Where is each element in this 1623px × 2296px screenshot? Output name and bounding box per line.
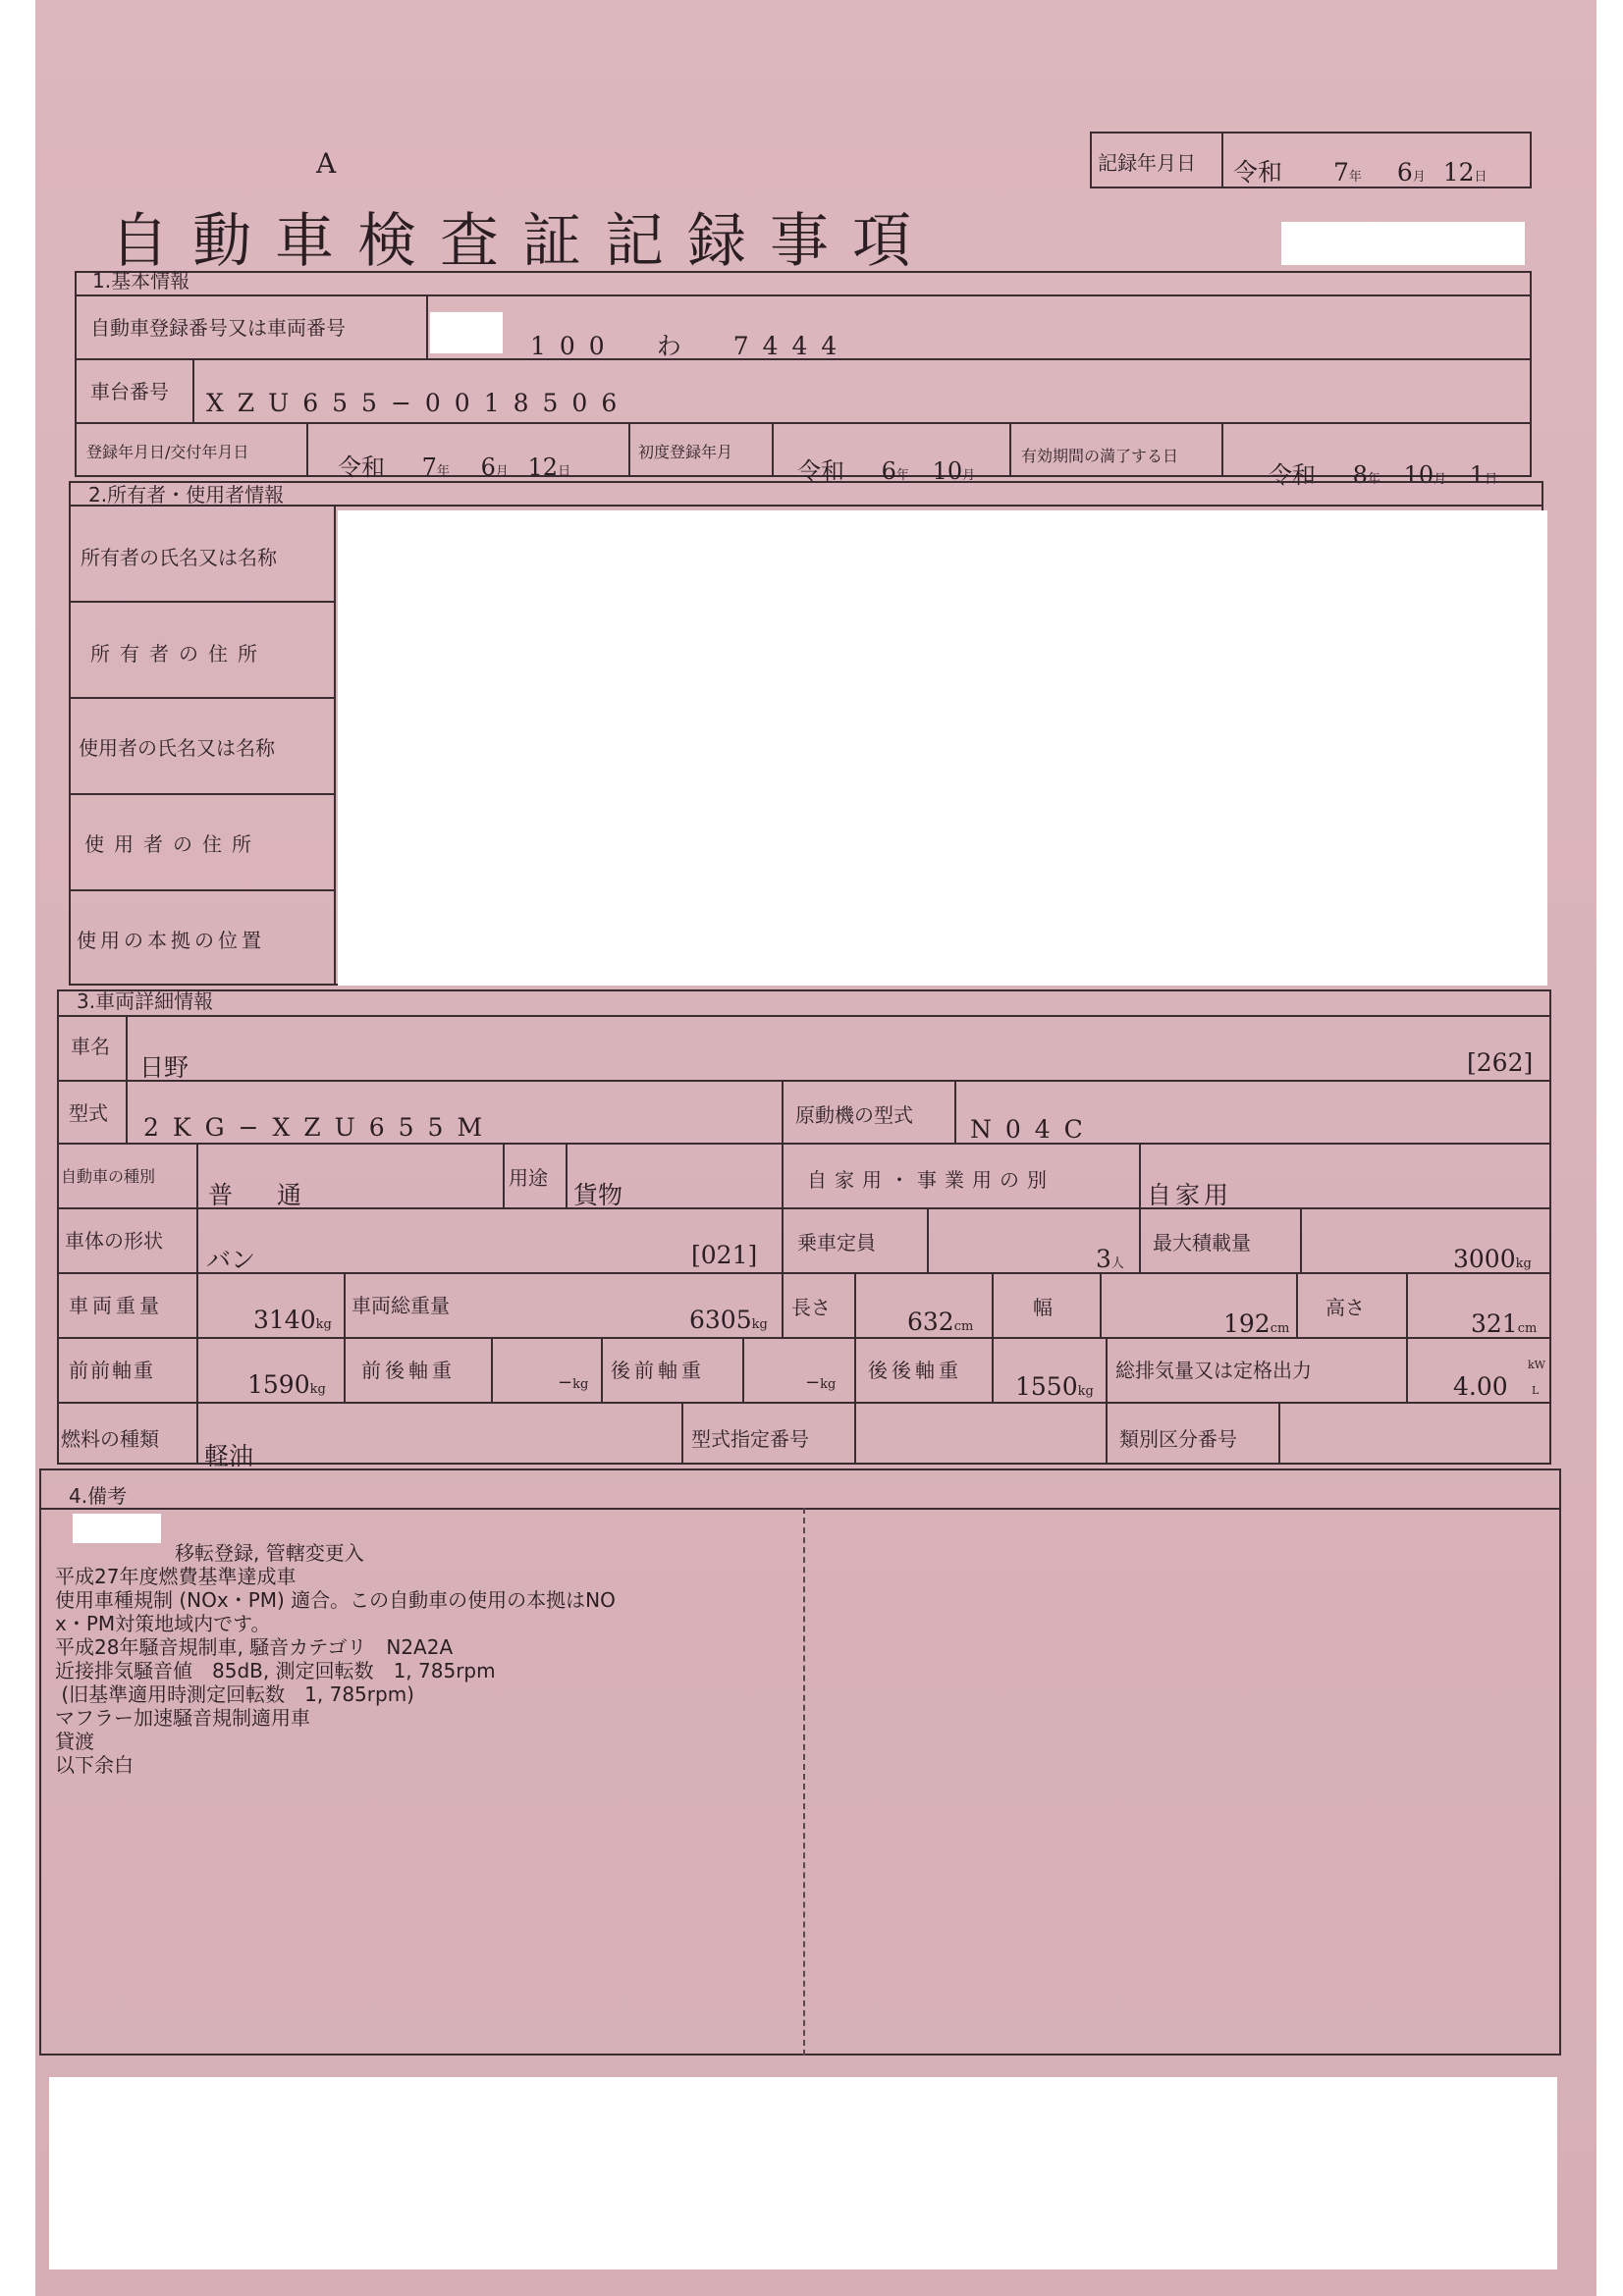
displacement-unit-l: L bbox=[1532, 1384, 1540, 1397]
reg-no: 100 わ 7444 bbox=[530, 332, 851, 360]
vehicle-name-code: [262] bbox=[1467, 1048, 1534, 1077]
user-address-label: 使用者の住所 bbox=[84, 832, 261, 856]
remark-line: 貸渡 bbox=[55, 1730, 94, 1753]
first-reg-date: 令和 6年 10月 bbox=[797, 457, 976, 485]
expiry-label: 有効期間の満了する日 bbox=[1021, 447, 1179, 465]
remarks-text bbox=[55, 1518, 616, 1800]
rr-axle-label: 後後軸重 bbox=[868, 1359, 962, 1382]
gross-weight: 6305kg bbox=[689, 1306, 768, 1334]
engine-label: 原動機の型式 bbox=[795, 1103, 913, 1127]
kind-label: 自動車の種別 bbox=[61, 1167, 156, 1186]
issue-date: 令和 7年 6月 12日 bbox=[338, 454, 571, 481]
user-name-label: 使用者の氏名又は名称 bbox=[79, 736, 275, 760]
remark-line: 使用車種規制 (NOx・PM) 適合。この自動車の使用の本拠はNO bbox=[55, 1588, 616, 1612]
model: 2KG−XZU655M bbox=[143, 1113, 497, 1142]
redaction-top-right bbox=[1281, 222, 1525, 265]
remark-line: x・PM対策地域内です。 bbox=[55, 1612, 271, 1635]
page-title: 自動車検査証記録事項 bbox=[110, 207, 935, 276]
displacement-label: 総排気量又は定格出力 bbox=[1115, 1359, 1312, 1382]
rf-axle: −kg bbox=[805, 1372, 837, 1393]
rr-axle: 1550kg bbox=[1015, 1372, 1094, 1401]
max-load: 3000kg bbox=[1453, 1245, 1532, 1273]
section-basic-title: 1.基本情報 bbox=[92, 269, 190, 293]
remark-line: 以下余白 bbox=[55, 1753, 134, 1777]
remark-line: 平成27年度燃費基準達成車 bbox=[55, 1565, 297, 1588]
basic-info-section bbox=[75, 271, 1532, 477]
length-label: 長さ bbox=[791, 1296, 831, 1319]
record-date: 令和 7年 6月 12日 bbox=[1233, 158, 1488, 187]
issue-date-label: 登録年月日/交付年月日 bbox=[86, 443, 249, 461]
chassis-label: 車台番号 bbox=[90, 380, 169, 403]
section-owner-title: 2.所有者・使用者情報 bbox=[88, 483, 285, 507]
body-label: 車体の形状 bbox=[65, 1229, 163, 1253]
fuel-label: 燃料の種類 bbox=[61, 1427, 159, 1451]
width-label: 幅 bbox=[1033, 1296, 1053, 1319]
body-shape: バン bbox=[206, 1246, 256, 1274]
record-date-label: 記録年月日 bbox=[1098, 151, 1196, 175]
private-business: 自家用 bbox=[1147, 1181, 1233, 1209]
capacity-label: 乗車定員 bbox=[797, 1231, 876, 1255]
section-remarks-title: 4.備考 bbox=[69, 1484, 128, 1508]
base-location-label: 使用の本拠の位置 bbox=[77, 929, 265, 952]
fr-axle-label: 前後軸重 bbox=[361, 1359, 456, 1382]
length: 632cm bbox=[907, 1308, 974, 1336]
height-label: 高さ bbox=[1325, 1296, 1365, 1319]
weight: 3140kg bbox=[253, 1306, 332, 1334]
redaction-owner-info bbox=[338, 510, 1547, 986]
section-vehicle-title: 3.車両詳細情報 bbox=[77, 989, 214, 1013]
remark-line: 移転登録, 管轄変更入 bbox=[175, 1541, 364, 1565]
weight-label: 車両重量 bbox=[69, 1294, 163, 1317]
displacement: 4.00 bbox=[1453, 1372, 1508, 1401]
use: 貨物 bbox=[573, 1181, 623, 1209]
remark-line: (旧基準適用時測定回転数 1, 785rpm) bbox=[55, 1682, 414, 1706]
rf-axle-label: 後前軸重 bbox=[611, 1359, 705, 1382]
expiry-date: 令和 8年 10月 1日 bbox=[1269, 461, 1498, 489]
width: 192cm bbox=[1223, 1309, 1290, 1338]
remarks-divider bbox=[803, 1508, 805, 2056]
form-mark: A bbox=[316, 147, 337, 180]
engine-model: N04C bbox=[970, 1115, 1097, 1144]
fuel: 軽油 bbox=[204, 1442, 254, 1470]
vehicle-name: 日野 bbox=[139, 1053, 189, 1082]
chassis-no: XZU655−0018506 bbox=[206, 389, 631, 417]
fr-axle: −kg bbox=[558, 1372, 589, 1393]
category-label: 類別区分番号 bbox=[1119, 1427, 1237, 1451]
ff-axle-label: 前前軸重 bbox=[69, 1359, 155, 1382]
remark-line: 平成28年騒音規制車, 騒音カテゴリ N2A2A bbox=[55, 1635, 454, 1659]
redaction-bottom bbox=[49, 2077, 1557, 2269]
use-label: 用途 bbox=[509, 1166, 548, 1190]
private-business-label: 自家用・事業用の別 bbox=[807, 1168, 1055, 1192]
reg-no-label: 自動車登録番号又は車両番号 bbox=[90, 316, 346, 340]
owner-name-label: 所有者の氏名又は名称 bbox=[81, 546, 277, 569]
kind: 普 通 bbox=[208, 1181, 312, 1209]
capacity: 3人 bbox=[1096, 1245, 1124, 1273]
ff-axle: 1590kg bbox=[247, 1370, 326, 1399]
gross-weight-label: 車両総重量 bbox=[352, 1294, 450, 1317]
body-code: [021] bbox=[691, 1241, 758, 1269]
first-reg-label: 初度登録年月 bbox=[638, 443, 733, 461]
type-designation-label: 型式指定番号 bbox=[691, 1427, 809, 1451]
owner-address-label: 所有者の住所 bbox=[90, 642, 267, 666]
max-load-label: 最大積載量 bbox=[1153, 1231, 1251, 1255]
vehicle-name-label: 車名 bbox=[71, 1035, 110, 1058]
remark-line: 近接排気騒音値 85dB, 測定回転数 1, 785rpm bbox=[55, 1659, 496, 1682]
redaction-reg-prefix bbox=[430, 312, 503, 353]
height: 321cm bbox=[1471, 1309, 1538, 1338]
displacement-unit-kw: kW bbox=[1528, 1359, 1545, 1371]
remark-line: マフラー加速騒音規制適用車 bbox=[55, 1706, 310, 1730]
model-label: 型式 bbox=[69, 1101, 108, 1125]
